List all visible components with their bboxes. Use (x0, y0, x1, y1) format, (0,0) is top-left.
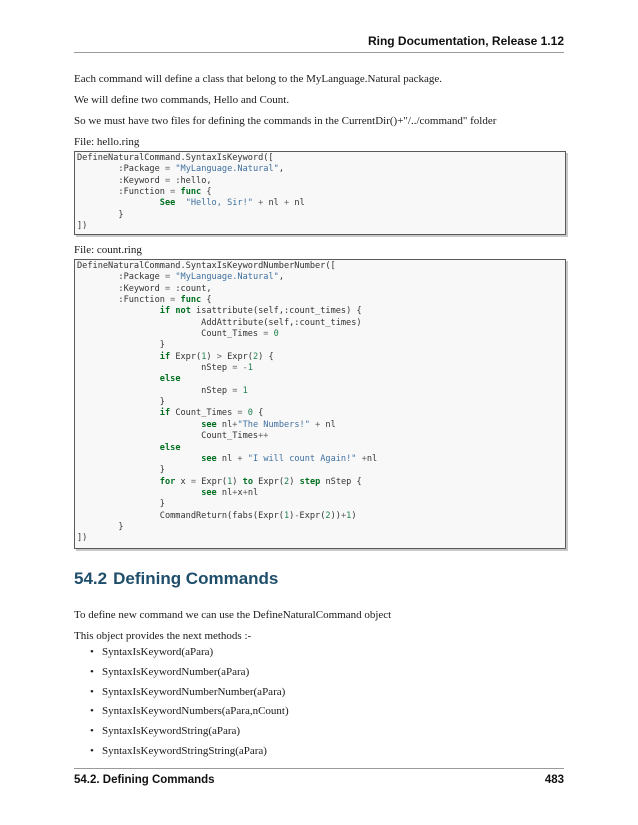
code-line: else (159, 442, 181, 453)
page-footer (74, 768, 564, 789)
method-name: SyntaxIsKeywordNumberNumber(aPara) (102, 685, 286, 698)
code-line: if Count_Times = 0 { (159, 408, 264, 419)
method-name: SyntaxIsKeywordNumber(aPara) (102, 665, 250, 678)
code-line: see nl+"The Numbers!" + nl (201, 419, 336, 430)
code-line: } (77, 397, 165, 408)
intro-paragraph-3: So we must have two files for defining the commands in the CurrentDir()+"/../command" folder (74, 115, 497, 127)
bullet-icon: • (90, 744, 94, 757)
section-paragraph-2: This object provides the next methods :- (74, 630, 252, 642)
method-list (90, 646, 289, 765)
code-line: if Expr(1) > Expr(2) { (159, 351, 274, 362)
code-line: ]) (77, 533, 88, 544)
code-line: see nl + "I will count Again!" +nl (201, 453, 378, 464)
code-line: ]) (77, 221, 88, 232)
list-item (90, 725, 289, 745)
code-line: Count_Times = 0 (77, 329, 279, 340)
method-name: SyntaxIsKeywordStringString(aPara) (102, 744, 267, 757)
code-line: See "Hello, Sir!" + nl + nl (159, 198, 305, 209)
code-line: else (159, 374, 181, 385)
code-line: DefineNaturalCommand.SyntaxIsKeywordNumberNumber([ (77, 261, 336, 271)
code-line: :Package = "MyLanguage.Natural", (77, 272, 285, 283)
list-item (90, 745, 289, 765)
list-item (90, 666, 289, 686)
code-line: for x = Expr(1) to Expr(2) step nStep { (159, 476, 362, 487)
code-line: :Keyword = :hello, (77, 175, 212, 186)
section-number: 54.2 (74, 569, 108, 588)
hello-file-label: File: hello.ring (74, 136, 140, 148)
method-name: SyntaxIsKeyword(aPara) (102, 646, 214, 658)
bullet-icon: • (90, 685, 94, 698)
count-code-block (74, 259, 566, 549)
code-line: } (77, 340, 165, 351)
bullet-icon: • (90, 665, 94, 678)
bullet-icon: • (90, 725, 94, 738)
intro-paragraph-1: Each command will define a class that belong to the MyLanguage.Natural package. (74, 73, 443, 85)
code-line: } (77, 465, 165, 476)
section-heading (74, 569, 278, 589)
method-name: SyntaxIsKeywordString(aPara) (102, 725, 241, 738)
code-line: :Package = "MyLanguage.Natural", (77, 164, 285, 175)
hello-code-block (74, 151, 566, 235)
code-line: :Keyword = :count, (77, 283, 212, 294)
code-line: nStep = -1 (77, 363, 253, 374)
code-line: see nl+x+nl (201, 487, 259, 498)
section-paragraph-1: To define new command we can use the DefineNaturalCommand object (74, 609, 392, 621)
page-header (74, 30, 564, 53)
code-line: CommandReturn(fabs(Expr(1)-Expr(2))+1) (77, 510, 357, 521)
code-line: } (77, 521, 124, 532)
code-line: } (77, 209, 124, 220)
bullet-icon: • (90, 646, 94, 658)
code-line: Count_Times++ (77, 431, 269, 442)
code-line: if not isattribute(self,:count_times) { (159, 306, 362, 317)
document-title: Ring Documentation, Release 1.12 (367, 34, 564, 48)
footer-section: 54.2. Defining Commands (74, 774, 215, 786)
code-line: :Function = func { (77, 187, 212, 198)
code-line: nStep = 1 (77, 385, 248, 396)
bullet-icon: • (90, 705, 94, 718)
page-number: 483 (544, 774, 564, 786)
list-item (90, 705, 289, 725)
list-item (90, 646, 289, 666)
intro-paragraph-2: We will define two commands, Hello and Count. (74, 94, 290, 106)
count-file-label: File: count.ring (74, 244, 142, 256)
code-line: :Function = func { (77, 295, 212, 306)
section-title-text: Defining Commands (113, 569, 279, 588)
code-line: AddAttribute(self,:count_times) (77, 317, 362, 328)
code-line: DefineNaturalCommand.SyntaxIsKeyword([ (77, 153, 274, 163)
list-item (90, 686, 289, 706)
method-name: SyntaxIsKeywordNumbers(aPara,nCount) (102, 705, 289, 718)
code-line: } (77, 499, 165, 510)
